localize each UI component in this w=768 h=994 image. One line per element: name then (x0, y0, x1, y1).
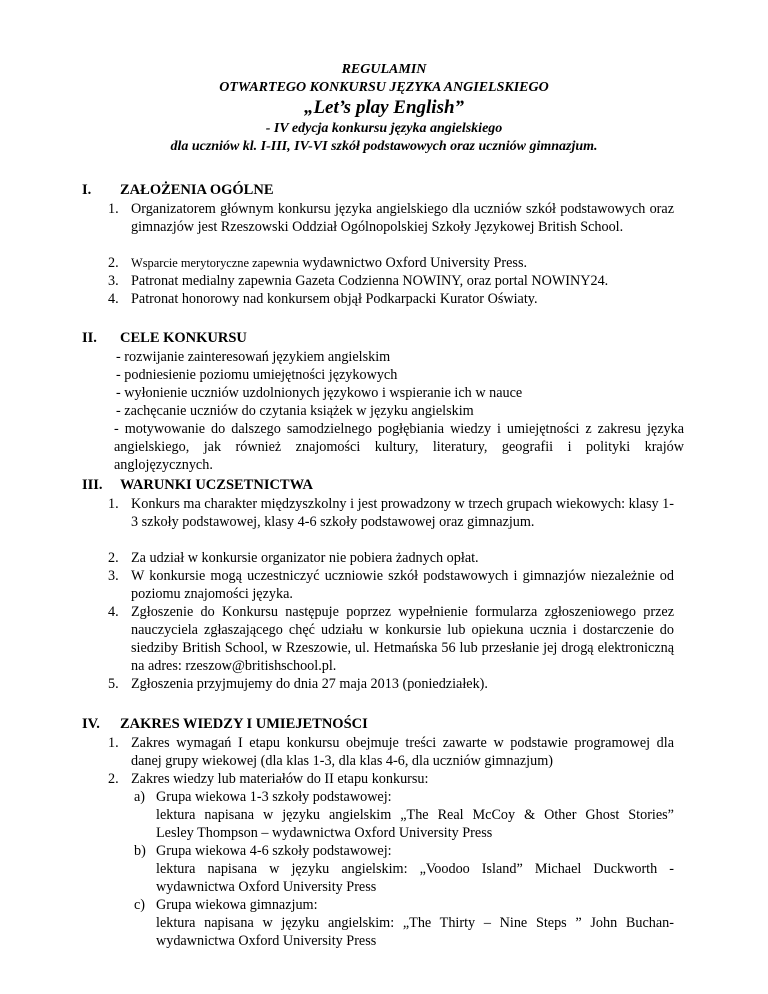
goal-item: - podniesienie poziomu umiejętności językowych (116, 367, 398, 383)
list-item: 1. Organizatorem głównym konkursu języka angielskiego dla uczniów szkół podstawowych oraz gimnazjów jest Rzeszowski Oddział Ogólnopolskiej Szkoły Językowej British School. (108, 201, 674, 235)
sub-item-b: b) Grupa wiekowa 4-6 szkoły podstawowej: lektura napisana w języku angielskim: „Voodoo Island” Michael Duckworth - wydawnictwa Oxford University Press (134, 843, 674, 895)
list-item-text: Patronat honorowy nad konkursem objął Podkarpacki Kurator Oświaty. (131, 291, 538, 307)
list-item-text: Organizatorem głównym konkursu języka angielskiego dla uczniów szkół podstawowych oraz gimnazjów jest Rzeszowski Oddział Ogólnopolskiej Szkoły Językowej British School. (131, 201, 674, 235)
small-text: Wsparcie merytoryczne zapewnia (131, 256, 299, 270)
section-title-4 (82, 716, 368, 733)
sub-item-title: Grupa wiekowa 1-3 szkoły podstawowej: (156, 789, 392, 805)
goal-item: - motywowanie do dalszego samodzielnego pogłębiania wiedzy i umiejętności z zakresu języka angielskiego, jak również znajomości kultury, literatury, geografii i polityki krajów anglojęzycznych. (114, 421, 684, 473)
list-item: 3. W konkursie mogą uczestniczyć uczniowie szkół podstawowych i gimnazjów niezależnie od poziomu znajomości języka. (108, 568, 674, 602)
section-label: ZAKRES WIEDZY I UMIEJETNOŚCI (120, 716, 368, 732)
list-item: 2. Wsparcie merytoryczne zapewnia wydawnictwo Oxford University Press. (108, 255, 528, 271)
list-item: 4. Patronat honorowy nad konkursem objął Podkarpacki Kurator Oświaty. (108, 290, 674, 308)
sub-item-line: Lesley Thompson – wydawnictwa Oxford University Press (156, 825, 493, 841)
list-item-text: Zgłoszenie do Konkursu następuje poprzez wypełnienie formularza zgłoszeniowego przez nauczyciela zgłaszającego chęć udziału w konkursie lub opiekuna ucznia i dostarczenie do siedziby British School, w Rzeszowie, ul. Hetmańska 56 lub przesłanie jej drogą elektroniczną na adres: rzeszow@britishschool.pl. (131, 604, 674, 674)
section-label: CELE KONKURSU (120, 330, 247, 346)
section-label: ZAŁOŻENIA OGÓLNE (120, 182, 274, 198)
sub-item-line: lektura napisana w języku angielskim: „The Thirty – Nine Steps ” John Buchan- (156, 915, 674, 931)
sub-item-line: wydawnictwa Oxford University Press (156, 879, 377, 895)
list-item-text: W konkursie mogą uczestniczyć uczniowie szkół podstawowych i gimnazjów niezależnie od poziomu znajomości języka. (131, 568, 674, 602)
section-number: II. (82, 330, 97, 346)
list-item: 4. Zgłoszenie do Konkursu następuje poprzez wypełnienie formularza zgłoszeniowego przez nauczyciela zgłaszającego chęć udziału w konkursie lub opiekuna ucznia i dostarczenie do siedziby British School, w Rzeszowie, ul. Hetmańska 56 lub przesłanie jej drogą elektroniczną na adres: rzeszow@britishschool.pl. (108, 604, 674, 674)
sub-item-title: Grupa wiekowa gimnazjum: (156, 897, 318, 913)
list-item: 1. Zakres wymagań I etapu konkursu obejmuje treści zawarte w podstawie programowej dla danej grupy wiekowej (dla klas 1-3, dla klas 4-6, dla uczniów gimnazjum) (108, 735, 674, 769)
sub-item-title: Grupa wiekowa 4-6 szkoły podstawowej: (156, 843, 392, 859)
list-item-text: wydawnictwo Oxford University Press. (298, 255, 528, 271)
sub-item-line: lektura napisana w języku angielskim: „Voodoo Island” Michael Duckworth - (156, 861, 674, 877)
section-title-1 (82, 182, 274, 199)
doc-subtitle-audience: dla uczniów kl. I-III, IV-VI szkół podstawowych oraz uczniów gimnazjum. (170, 139, 598, 154)
sub-item-line: wydawnictwa Oxford University Press (156, 933, 377, 949)
section-title-2 (82, 330, 247, 347)
doc-heading-contest: OTWARTEGO KONKURSU JĘZYKA ANGIELSKIEGO (219, 80, 549, 95)
list-item-text: Za udział w konkursie organizator nie pobiera żadnych opłat. (131, 550, 479, 566)
goal-item: - rozwijanie zainteresowań językiem angielskim (116, 349, 391, 365)
sub-item-line: lektura napisana w języku angielskim „The Real McCoy & Other Ghost Stories” (156, 807, 674, 823)
goal-item: - wyłonienie uczniów uzdolnionych językowo i wspieranie ich w nauce (116, 385, 523, 401)
sub-item-a: a) Grupa wiekowa 1-3 szkoły podstawowej: lektura napisana w języku angielskim „The Real McCoy & Other Ghost Stories” Lesley Thompson – wydawnictwa Oxford University Press (134, 789, 674, 841)
list-item-text: Patronat medialny zapewnia Gazeta Codzienna NOWINY, oraz portal NOWINY24. (131, 273, 609, 289)
list-item: 2. Za udział w konkursie organizator nie pobiera żadnych opłat. (108, 549, 674, 567)
sub-item-c: c) Grupa wiekowa gimnazjum: lektura napisana w języku angielskim: „The Thirty – Nine Steps ” John Buchan- wydawnictwa Oxford University Press (134, 897, 674, 949)
doc-heading-regulamin: REGULAMIN (341, 62, 427, 77)
goal-item: - zachęcanie uczniów do czytania książek w języku angielskim (116, 403, 474, 419)
list-item-text: Zgłoszenia przyjmujemy do dnia 27 maja 2013 (poniedziałek). (131, 676, 488, 692)
section-label: WARUNKI UCZSETNICTWA (120, 477, 313, 493)
list-item-text: Zakres wymagań I etapu konkursu obejmuje treści zawarte w podstawie programowej dla danej grupy wiekowej (dla klas 1-3, dla klas 4-6, dla uczniów gimnazjum) (131, 735, 674, 769)
section-number: IV. (82, 716, 100, 732)
list-item: 5. Zgłoszenia przyjmujemy do dnia 27 maja 2013 (poniedziałek). (108, 675, 674, 693)
section-number: III. (82, 477, 103, 493)
list-item: 3. Patronat medialny zapewnia Gazeta Codzienna NOWINY, oraz portal NOWINY24. (108, 272, 674, 290)
section-title-3 (82, 477, 313, 494)
list-item: 1. Konkurs ma charakter międzyszkolny i jest prowadzony w trzech grupach wiekowych: klasy 1-3 szkoły podstawowej, klasy 4-6 szkoły podstawowej oraz gimnazjum. (108, 496, 674, 530)
doc-title: „Let’s play English” (303, 97, 465, 118)
doc-subtitle-edition: - IV edycja konkursu języka angielskiego (265, 121, 503, 136)
section-number: I. (82, 182, 92, 198)
list-item: 2. Zakres wiedzy lub materiałów do II etapu konkursu: (108, 770, 674, 788)
list-item-text: Zakres wiedzy lub materiałów do II etapu konkursu: (131, 771, 429, 787)
list-item-text: Konkurs ma charakter międzyszkolny i jest prowadzony w trzech grupach wiekowych: klasy 1-3 szkoły podstawowej, klasy 4-6 szkoły podstawowej oraz gimnazjum. (131, 496, 674, 530)
